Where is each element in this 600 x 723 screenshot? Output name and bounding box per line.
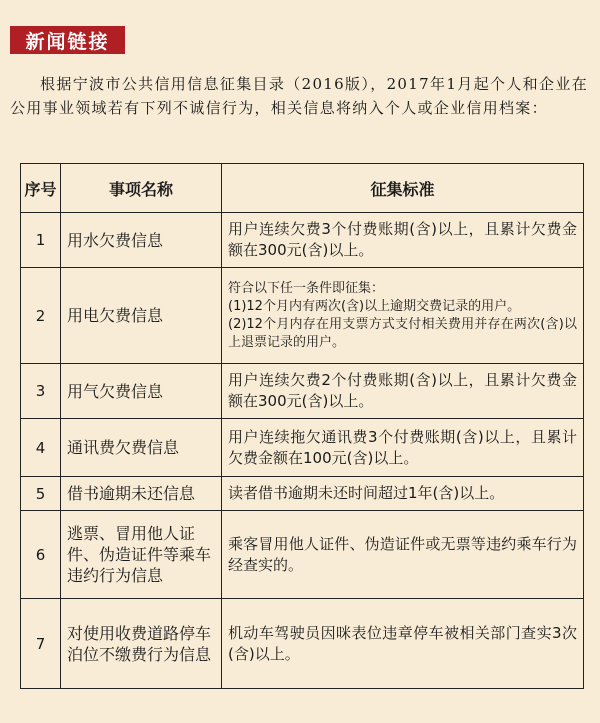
table-row (21, 419, 584, 477)
row-index: 2 (21, 268, 61, 364)
row-item-name: 通讯费欠费信息 (61, 419, 222, 477)
row-criteria: 符合以下任一条件即征集： (1)12个月内有两次(含)以上逾期交费记录的用户。 (2)12个月内存在用支票方式支付相关费用并存在两次(含)以上退票记录的用户。 (222, 268, 584, 364)
row-criteria: 用户连续欠费2个付费账期(含)以上，且累计欠费金额在300元(含)以上。 (222, 364, 584, 419)
credit-info-table (20, 163, 584, 689)
row-criteria: 读者借书逾期未还时间超过1年(含)以上。 (222, 477, 584, 511)
row-item-name: 用气欠费信息 (61, 364, 222, 419)
news-link-badge: 新闻链接 (10, 26, 125, 54)
header-criteria: 征集标准 (222, 164, 584, 213)
row-criteria: 用户连续拖欠通讯费3个付费账期(含)以上，且累计欠费金额在100元(含)以上。 (222, 419, 584, 477)
row-index: 1 (21, 213, 61, 268)
row-item-name: 借书逾期未还信息 (61, 477, 222, 511)
row-item-name: 用水欠费信息 (61, 213, 222, 268)
table-header-row (21, 164, 584, 213)
table-row (21, 599, 584, 689)
table-row (21, 511, 584, 599)
row-index: 6 (21, 511, 61, 599)
row-index: 7 (21, 599, 61, 689)
intro-paragraph: 根据宁波市公共信用信息征集目录（2016版），2017年1月起个人和企业在公用事业领域若有下列不诚信行为，相关信息将纳入个人或企业信用档案： (10, 75, 588, 117)
row-criteria: 用户连续欠费3个付费账期(含)以上，且累计欠费金额在300元(含)以上。 (222, 213, 584, 268)
table-row (21, 364, 584, 419)
header-index: 序号 (21, 164, 61, 213)
row-index: 3 (21, 364, 61, 419)
row-item-name: 对使用收费道路停车泊位不缴费行为信息 (61, 599, 222, 689)
row-index: 4 (21, 419, 61, 477)
table-row (21, 213, 584, 268)
table-row (21, 268, 584, 364)
row-criteria: 机动车驾驶员因咪表位违章停车被相关部门查实3次(含)以上。 (222, 599, 584, 689)
row-item-name: 用电欠费信息 (61, 268, 222, 364)
row-item-name: 逃票、冒用他人证件、伪造证件等乘车违约行为信息 (61, 511, 222, 599)
header-item-name: 事项名称 (61, 164, 222, 213)
row-index: 5 (21, 477, 61, 511)
table-row (21, 477, 584, 511)
row-criteria: 乘客冒用他人证件、伪造证件或无票等违约乘车行为经查实的。 (222, 511, 584, 599)
